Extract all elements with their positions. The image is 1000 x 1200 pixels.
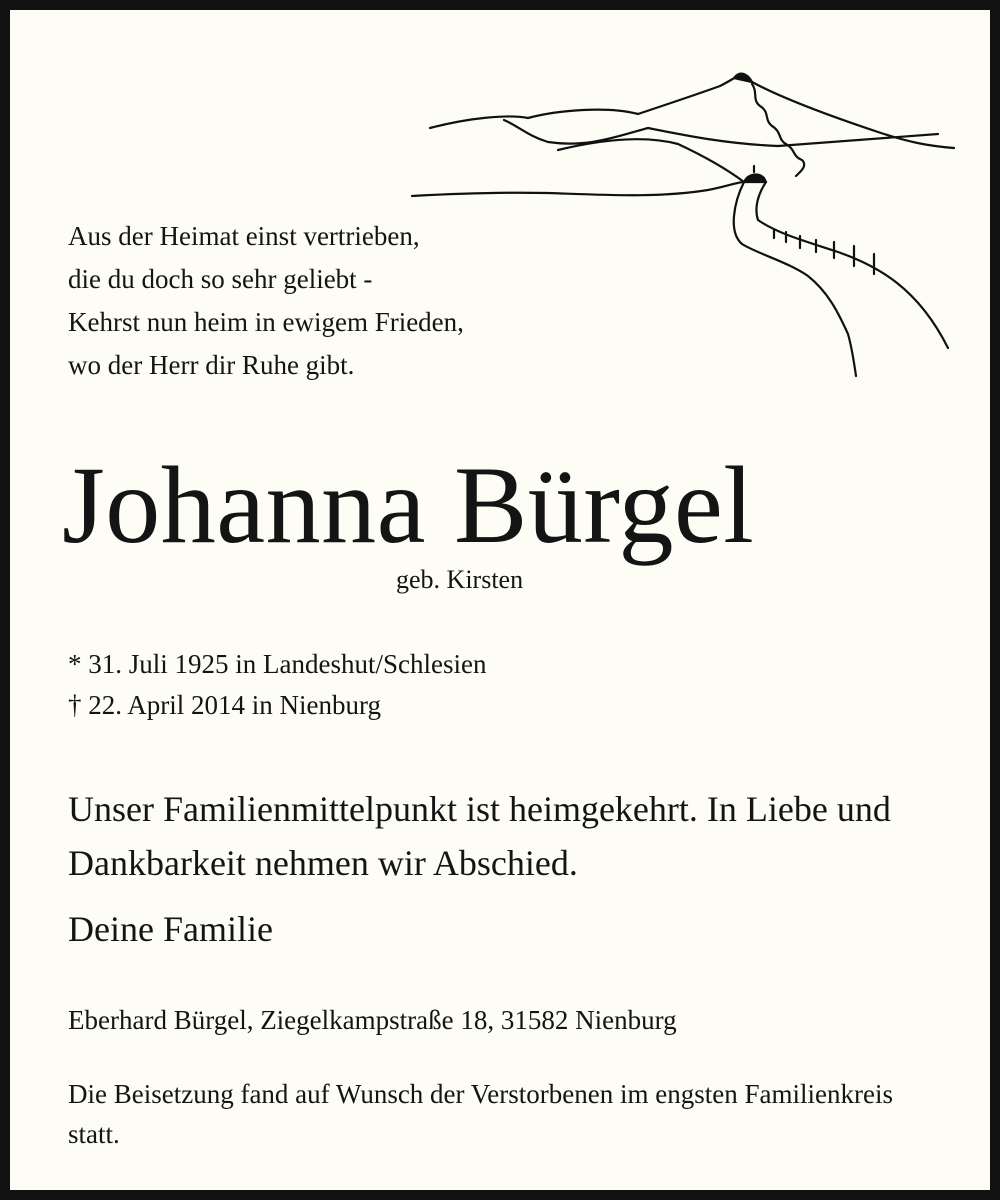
poem [68, 215, 464, 387]
deceased-name: Johanna Bürgel [62, 444, 755, 566]
family-signature: Deine Familie [68, 909, 273, 949]
poem-line: die du doch so sehr geliebt - [68, 264, 373, 294]
poem-line: Aus der Heimat einst vertrieben, [68, 221, 420, 251]
birth-date: * 31. Juli 1925 in Landeshut/Schlesien [68, 649, 487, 679]
farewell-message: Unser Familienmittelpunkt ist heimgekehrt. In Liebe und Dankbarkeit nehmen wir Abschied. [68, 789, 891, 883]
contact-address: Eberhard Bürgel, Ziegelkampstraße 18, 31582 Nienburg [68, 1005, 677, 1035]
burial-note: Die Beisetzung fand auf Wunsch der Verstorbenen im engsten Familienkreis statt. [68, 1079, 893, 1149]
death-date: † 22. April 2014 in Nienburg [68, 690, 381, 720]
maiden-name: geb. Kirsten [396, 565, 524, 594]
poem-line: Kehrst nun heim in ewigem Frieden, [68, 307, 464, 337]
mountain-landscape-icon [408, 62, 956, 382]
life-dates [68, 644, 486, 726]
poem-line: wo der Herr dir Ruhe gibt. [68, 350, 355, 380]
